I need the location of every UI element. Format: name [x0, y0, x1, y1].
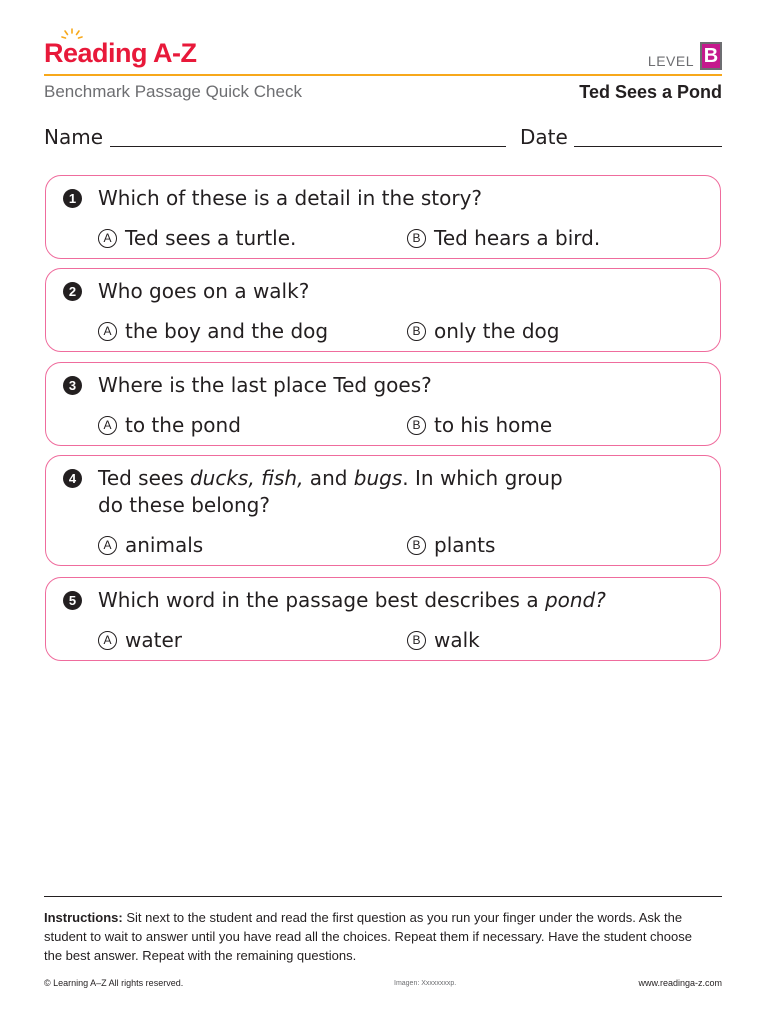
image-credit: Imagen: Xxxxxxxxp. — [394, 980, 457, 987]
question-text-line2: do these belong? — [98, 493, 270, 517]
option-text: only the dog — [434, 319, 560, 343]
question-text-part: and — [303, 466, 354, 490]
answer-option-a[interactable] — [98, 318, 328, 345]
date-field[interactable] — [574, 146, 722, 147]
question-number: 4 — [63, 469, 82, 488]
page-subtitle: Benchmark Passage Quick Check — [44, 82, 302, 101]
answer-option-a[interactable] — [98, 532, 203, 559]
copyright: © Learning A–Z All rights reserved. — [44, 978, 184, 988]
instructions — [44, 908, 704, 965]
option-text: to the pond — [125, 413, 241, 437]
option-marker: B — [407, 229, 426, 248]
option-marker: B — [407, 322, 426, 341]
reading-az-logo — [44, 28, 197, 72]
option-text: Ted sees a turtle. — [125, 226, 297, 250]
question-3-box — [45, 362, 721, 446]
answer-option-b[interactable] — [407, 627, 480, 654]
question-text — [98, 587, 658, 614]
question-text-italic: bugs — [353, 466, 403, 490]
option-marker: A — [98, 631, 117, 650]
question-number: 2 — [63, 282, 82, 301]
option-text: walk — [434, 628, 480, 652]
option-marker: A — [98, 229, 117, 248]
answer-option-b[interactable] — [407, 225, 600, 252]
option-text: the boy and the dog — [125, 319, 329, 343]
question-text-part: Ted sees — [98, 466, 190, 490]
level-indicator — [648, 38, 722, 70]
option-marker: A — [98, 536, 117, 555]
question-1-box — [45, 175, 721, 259]
instructions-label: Instructions: — [44, 910, 123, 925]
brand-name: Reading A-Z — [44, 38, 197, 68]
question-text: Which of these is a detail in the story? — [98, 186, 483, 210]
instructions-text: Sit next to the student and read the first question as you run your finger under the words. Ask the student to wait to answer until you have read all the choices. Repeat them if necessary. Have the student choose the best answer. Repeat with the remaining questions. — [44, 910, 692, 963]
question-text: Who goes on a walk? — [98, 279, 310, 303]
passage-title: Ted Sees a Pond — [579, 82, 722, 102]
question-text: Where is the last place Ted goes? — [98, 373, 432, 397]
option-text: plants — [434, 533, 496, 557]
option-text: water — [125, 628, 182, 652]
answer-option-a[interactable] — [98, 627, 182, 654]
option-text: to his home — [434, 413, 553, 437]
website-link[interactable]: www.readinga-z.com — [638, 978, 722, 988]
footer-rule — [44, 896, 722, 897]
option-marker: B — [407, 416, 426, 435]
question-text — [98, 465, 658, 519]
question-4-box — [45, 455, 721, 566]
option-marker: B — [407, 536, 426, 555]
option-marker: A — [98, 416, 117, 435]
name-date-row — [44, 125, 722, 149]
question-text-italic: pond? — [544, 588, 606, 612]
question-text-italic: ducks, fish, — [189, 466, 304, 490]
name-label: Name — [44, 125, 104, 149]
answer-option-b[interactable] — [407, 318, 559, 345]
option-text: Ted hears a bird. — [434, 226, 601, 250]
answer-option-a[interactable] — [98, 412, 241, 439]
date-label: Date — [520, 125, 568, 149]
answer-option-b[interactable] — [407, 412, 552, 439]
question-text-part: . In which group — [402, 466, 563, 490]
option-marker: B — [407, 631, 426, 650]
level-label: LEVEL — [647, 53, 694, 69]
level-badge: B — [700, 42, 722, 70]
question-number: 1 — [63, 189, 82, 208]
answer-option-b[interactable] — [407, 532, 495, 559]
option-text: animals — [125, 533, 204, 557]
question-5-box — [45, 577, 721, 661]
header-rule — [44, 74, 722, 76]
name-field[interactable] — [110, 146, 506, 147]
question-number: 3 — [63, 376, 82, 395]
answer-option-a[interactable] — [98, 225, 296, 252]
option-marker: A — [98, 322, 117, 341]
question-text-part: Which word in the passage best describes a — [98, 588, 545, 612]
question-number: 5 — [63, 591, 82, 610]
question-2-box — [45, 268, 721, 352]
